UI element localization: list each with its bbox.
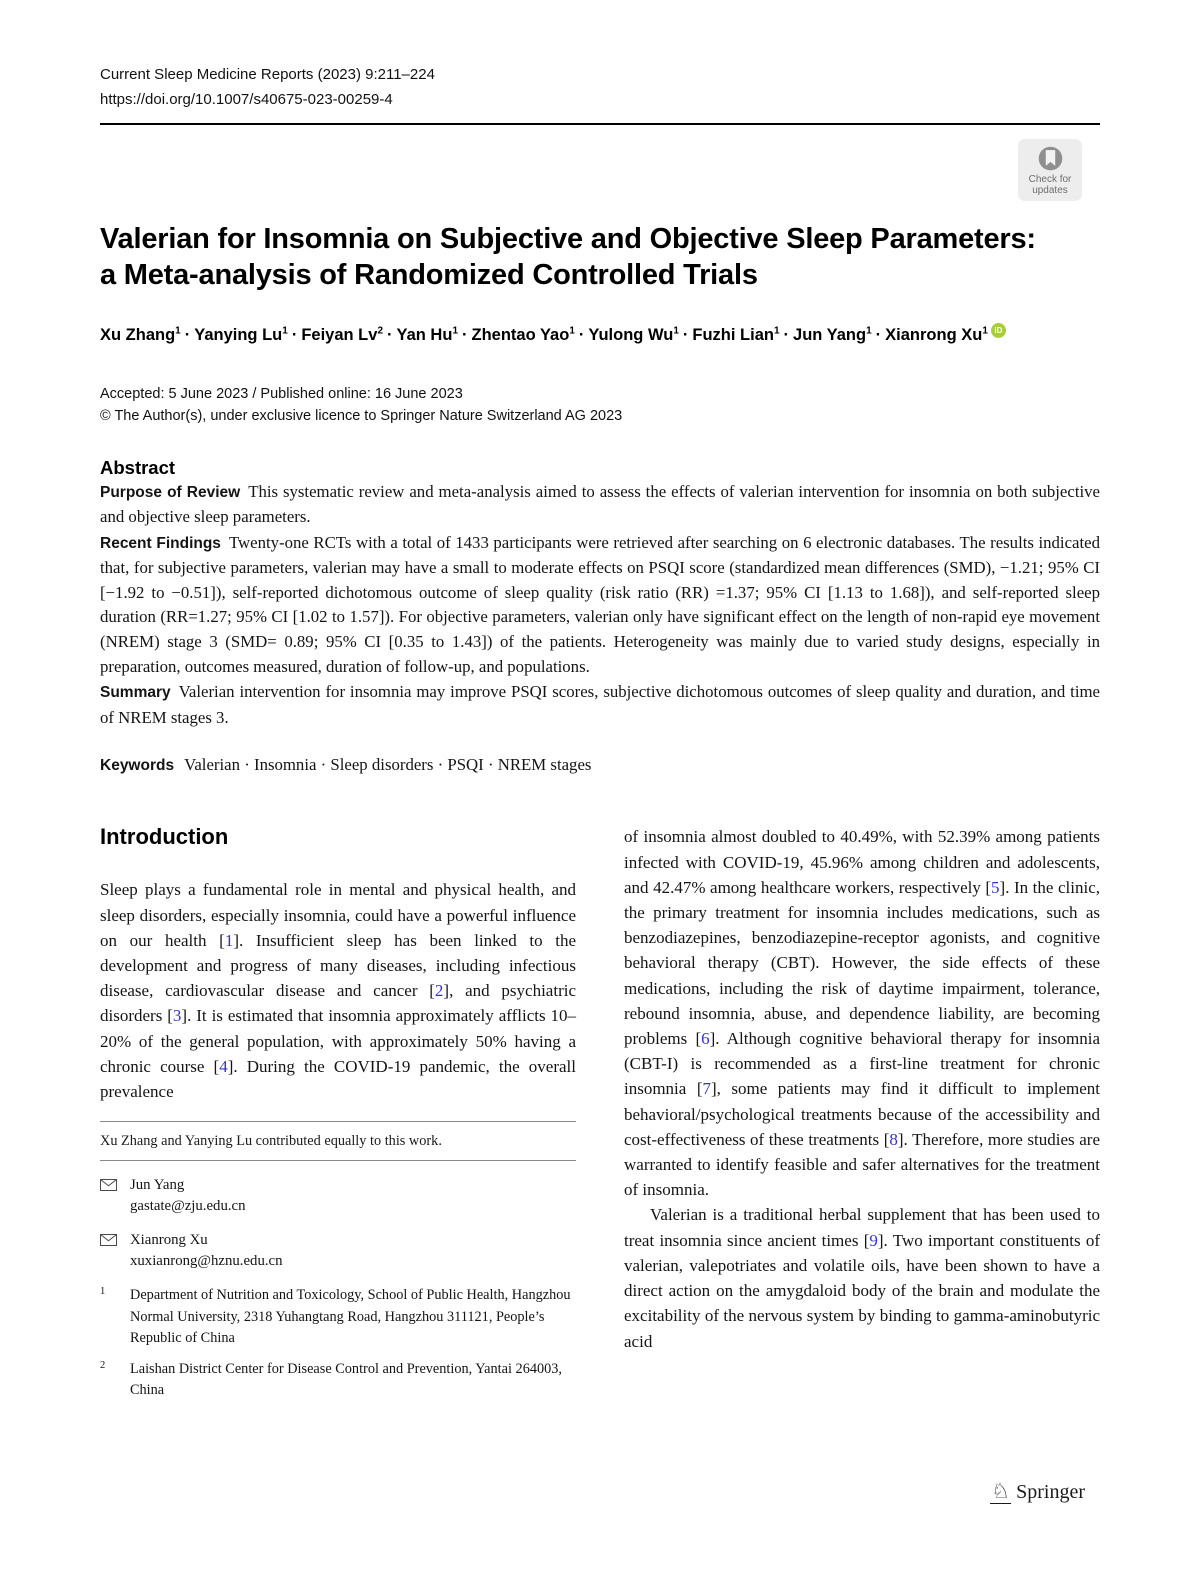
correspondence-block xyxy=(100,1175,576,1272)
affiliation: 2 Laishan District Center for Disease Control and Prevention, Yantai 264003, China xyxy=(100,1359,563,1399)
introduction-paragraph-left: Sleep plays a fundamental role in mental and physical health, and sleep disorders, especially insomnia, could have a powerful influence on our health [1]. Insufficient sleep has been linked to the development and progress of many diseases, including infectious disease, cardiovascular disease and cancer [2], and psychiatric disorders [3]. It is estimated that insomnia approximately afflicts 10–20% of the general population, with approximately 50% having a chronic course [4]. During the COVID-19 pandemic, the overall prevalence xyxy=(100,880,577,1102)
introduction-paragraph-right-1: of insomnia almost doubled to 40.49%, with 52.39% among patients infected with COVID-19, 45.96% among children and adolescents, and 42.47% among healthcare workers, respectively [5]. In the clinic, the primary treatment for insomnia includes medications, such as benzodiazepines, benzodiazepine-receptor agonists, and cognitive behavioral therapy (CBT). However, the side effects of these medications, including the risk of daytime impairment, tolerance, rebound insomnia, abuse, and dependence liability, are becoming problems [6]. Although cognitive behavioral therapy for insomnia (CBT-I) is recommended as a first-line treatment for chronic insomnia [7], some patients may find it difficult to implement behavioral/psychological treatments because of the accessibility and cost-effectiveness of these treatments [8]. Therefore, more studies are warranted to identify feasible and safer alternatives for the treatment of insomnia. xyxy=(624,827,1100,1200)
footnote-rule-bottom xyxy=(100,1160,576,1161)
check-for-updates-badge[interactable] xyxy=(1018,139,1082,201)
article-title: Valerian for Insomnia on Subjective and Objective Sleep Parameters: a Meta-analysis of Randomized Controlled Trials xyxy=(100,223,1036,291)
publication-dates xyxy=(100,383,1100,427)
introduction-heading: Introduction xyxy=(100,824,229,850)
keywords-label: Keywords xyxy=(100,757,175,775)
abstract-purpose: Purpose of Review This systematic review and meta-analysis aimed to assess the effects of valerian intervention for insomnia on both subjective and objective sleep parameters. xyxy=(100,481,1100,527)
keywords-text: Valerian · Insomnia · Sleep disorders · PSQI · NREM stages xyxy=(184,755,592,775)
springer-logo xyxy=(990,1481,1085,1504)
doi-link[interactable]: https://doi.org/10.1007/s40675-023-00259-4 xyxy=(100,91,393,108)
author[interactable]: Feiyan Lv$^2$ xyxy=(301,325,383,344)
citation-link[interactable]: 5 xyxy=(991,877,1000,897)
correspondence-entry xyxy=(100,1175,576,1217)
abstract-heading: Abstract xyxy=(100,456,176,478)
equal-contribution-note: Xu Zhang and Yanying Lu contributed equally to this work. xyxy=(100,1133,442,1150)
author[interactable]: Xianrong Xu$^1$ xyxy=(885,325,988,344)
check-updates-label: Check for updates xyxy=(1028,173,1072,196)
affiliations-block xyxy=(100,1285,576,1402)
author[interactable]: Yulong Wu$^1$ xyxy=(588,325,679,344)
citation-link[interactable]: 7 xyxy=(702,1079,711,1099)
accepted-line: Accepted: 5 June 2023 / Published online: 16 June 2023 xyxy=(100,385,463,402)
findings-label: Recent Findings xyxy=(100,534,221,552)
purpose-label: Purpose of Review xyxy=(100,483,241,501)
badge-row xyxy=(100,125,1100,221)
summary-label: Summary xyxy=(100,684,171,702)
citation-link[interactable]: 4 xyxy=(219,1056,228,1076)
author[interactable]: Fuzhi Lian$^1$ xyxy=(692,325,780,344)
author[interactable]: Xu Zhang$^1$ xyxy=(100,325,181,344)
citation-link[interactable]: 6 xyxy=(701,1029,710,1049)
corresponding-author-name: Xianrong Xu xyxy=(130,1232,208,1249)
citation-link[interactable]: 2 xyxy=(434,981,444,1001)
journal-header xyxy=(100,0,1100,112)
citation-link[interactable]: 8 xyxy=(889,1129,898,1149)
affiliation: 1 Department of Nutrition and Toxicology, School of Public Health, Hangzhou Normal University, 2318 Yuhangtang Road, Hangzhou 311121, People’s Republic of China xyxy=(100,1286,571,1347)
abstract-summary: Summary Valerian intervention for insomnia may improve PSQI scores, subjective dichotomous outcomes of sleep quality and duration, and time of NREM stages 3. xyxy=(100,682,1100,727)
orcid-icon[interactable]: iD xyxy=(991,323,1006,338)
corresponding-author-email[interactable]: gastate@zju.edu.cn xyxy=(130,1198,246,1215)
author[interactable]: Zhentao Yao$^1$ xyxy=(471,325,575,344)
crossmark-icon xyxy=(1037,145,1064,172)
author[interactable]: Yanying Lu$^1$ xyxy=(194,325,288,344)
copyright-line: © The Author(s), under exclusive licence to Springer Nature Switzerland AG 2023 xyxy=(100,407,623,424)
left-column xyxy=(100,824,576,1410)
citation-link[interactable]: 3 xyxy=(172,1006,182,1026)
author-list: Xu Zhang$^1$ · Yanying $Lu^1$ · Feiyan $Lv^2$ · Yan $Hu^1$ · Zhentao Yao$^1$ · Yulong $Wu^1$ · Fuzhi Lian$^1$ · Jun Yang$^1$ · Xianrong Xu$^1$ iD xyxy=(100,323,1100,345)
springer-wordmark: Springer xyxy=(1016,1481,1085,1503)
abstract-findings: Recent Findings Twenty-one RCTs with a total of 1433 participants were retrieved after searching on 6 electronic databases. The results indicated that, for subjective parameters, valerian may have a small to moderate effects on PSQI score (standardized mean differences (SMD), −1.21; 95% CI [−1.92 to −0.51]), self-reported dichotomous outcome of sleep quality (risk ratio (RR) =1.37; 95% CI [1.13 to 1.68]), and self-reported sleep duration (RR=1.27; 95% CI [1.02 to 1.57]). For objective parameters, valerian only have significant effect on the length of non-rapid eye movement (NREM) stage 3 (SMD= 0.89; 95% CI [0.35 to 1.43]) of the patients. Heterogeneity was mainly due to varied study designs, especially in preparation, outcomes measured, duration of follow-up, and populations. xyxy=(100,532,1100,676)
right-column xyxy=(624,824,1100,1410)
author[interactable]: Yan Hu$^1$ xyxy=(396,325,458,344)
correspondence-entry xyxy=(100,1230,576,1272)
journal-citation-line: Current Sleep Medicine Reports (2023) 9:211–224 xyxy=(100,66,435,83)
citation-link[interactable]: 9 xyxy=(869,1230,878,1250)
author[interactable]: Jun Yang$^1$ xyxy=(793,325,872,344)
keywords-line xyxy=(100,755,1100,775)
citation-link[interactable]: 1 xyxy=(224,930,234,950)
springer-horse-icon: ♘ xyxy=(991,1479,1011,1503)
corresponding-author-name: Jun Yang xyxy=(130,1177,185,1194)
introduction-paragraph-right-2: Valerian is a traditional herbal supplement that has been used to treat insomnia since ancient times [9]. Two important constituents of valerian, valepotriates and volatile oils, have been shown to have a direct action on the amygdaloid body of the brain and modulate the excitability of the nervous system by binding to gamma-aminobutyric acid xyxy=(624,1205,1100,1351)
corresponding-author-email[interactable]: xuxianrong@hznu.edu.cn xyxy=(130,1253,283,1270)
envelope-icon xyxy=(100,1175,130,1217)
envelope-icon xyxy=(100,1230,130,1272)
